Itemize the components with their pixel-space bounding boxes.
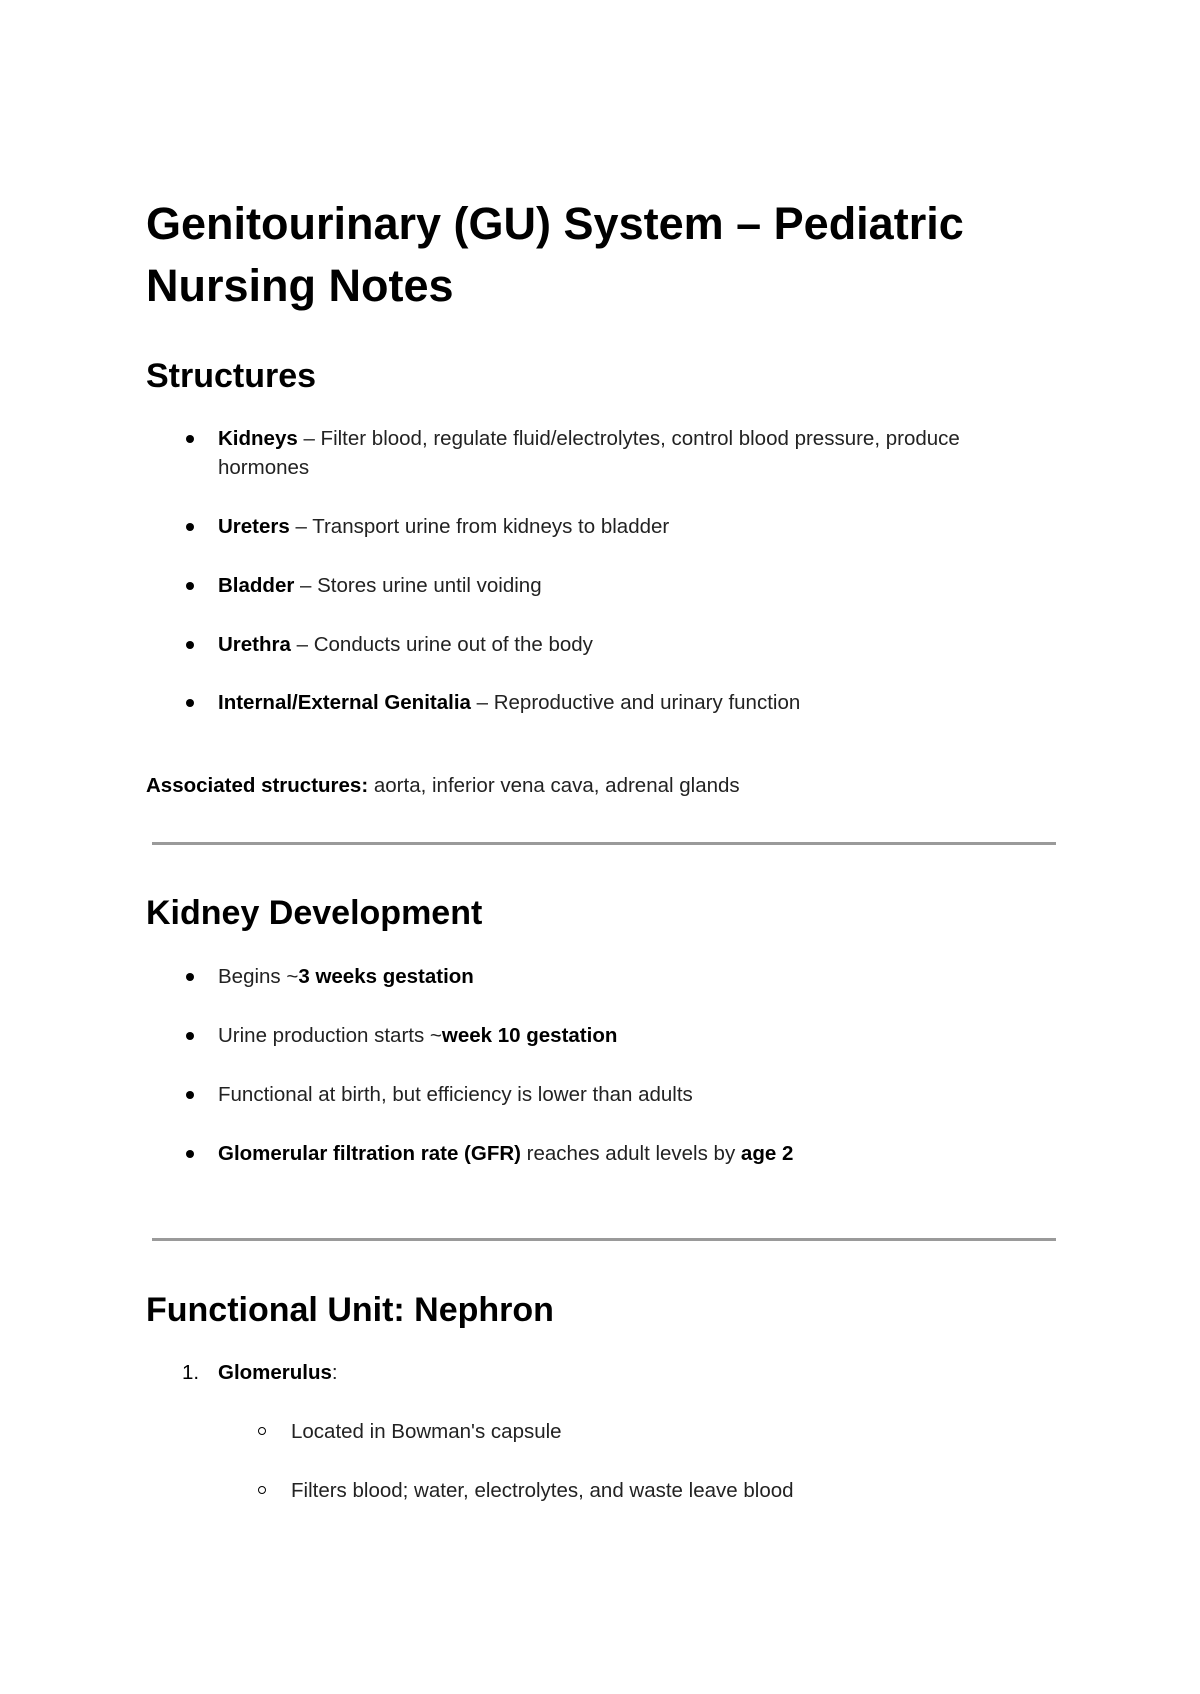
item-text: – Conducts urine out of the body [290,633,593,656]
list-item [218,630,1048,659]
heading-structures: Structures [146,357,317,395]
item-text: Urine production starts ~ [218,1024,442,1047]
list-number: 1. [182,1361,200,1384]
sublist-item [291,1417,1051,1446]
list-item [218,688,1048,717]
item-text: : [331,1361,338,1384]
item-text: Filters blood; water, electrolytes, and waste leave blood [291,1479,794,1502]
item-text: – Filter blood, regulate fluid/electrolytes, control blood pressure, produce hormones [218,427,960,479]
item-text: Located in Bowman's capsule [291,1420,562,1443]
item-text: Functional at birth, but efficiency is lower than adults [218,1083,693,1106]
bullet-icon [186,1150,194,1158]
list-item [218,512,1048,541]
sublist-item [291,1476,1051,1505]
heading-kidney-development: Kidney Development [146,894,483,932]
item-text: reaches adult levels by [520,1142,741,1165]
list-item [218,962,1048,991]
item-text: Begins ~ [218,965,299,988]
item-emphasis: 3 weeks gestation [298,965,474,988]
list-item [182,1358,1048,1387]
hollow-bullet-icon [258,1427,266,1435]
term-ureters: Ureters [218,515,290,538]
bullet-icon [186,1091,194,1099]
heading-nephron: Functional Unit: Nephron [146,1291,554,1329]
document-title: Genitourinary (GU) System – Pediatric Nursing Notes [146,198,964,311]
list-item [218,1021,1048,1050]
bullet-icon [186,699,194,707]
bullet-icon [186,523,194,531]
term-bladder: Bladder [218,574,295,597]
term-genitalia: Internal/External Genitalia [218,691,471,714]
bullet-icon [186,641,194,649]
associated-structures [146,771,740,800]
hollow-bullet-icon [258,1486,266,1494]
item-text: – Stores urine until voiding [294,574,542,597]
term-glomerulus: Glomerulus [218,1361,332,1384]
horizontal-divider [152,842,1056,845]
item-emphasis: Glomerular filtration rate (GFR) [218,1142,521,1165]
associated-text: aorta, inferior vena cava, adrenal glands [368,774,740,797]
associated-label: Associated structures: [146,774,369,797]
list-item [218,1139,1048,1168]
bullet-icon [186,435,194,443]
item-emphasis: week 10 gestation [441,1024,618,1047]
bullet-icon [186,582,194,590]
item-emphasis: age 2 [740,1142,794,1165]
bullet-icon [186,1032,194,1040]
horizontal-divider [152,1238,1056,1241]
term-urethra: Urethra [218,633,291,656]
bullet-icon [186,973,194,981]
list-item [218,1080,1048,1109]
item-text: – Transport urine from kidneys to bladder [289,515,670,538]
term-kidneys: Kidneys [218,427,298,450]
list-item [218,424,1048,482]
list-item [218,571,1048,600]
item-text: – Reproductive and urinary function [470,691,801,714]
